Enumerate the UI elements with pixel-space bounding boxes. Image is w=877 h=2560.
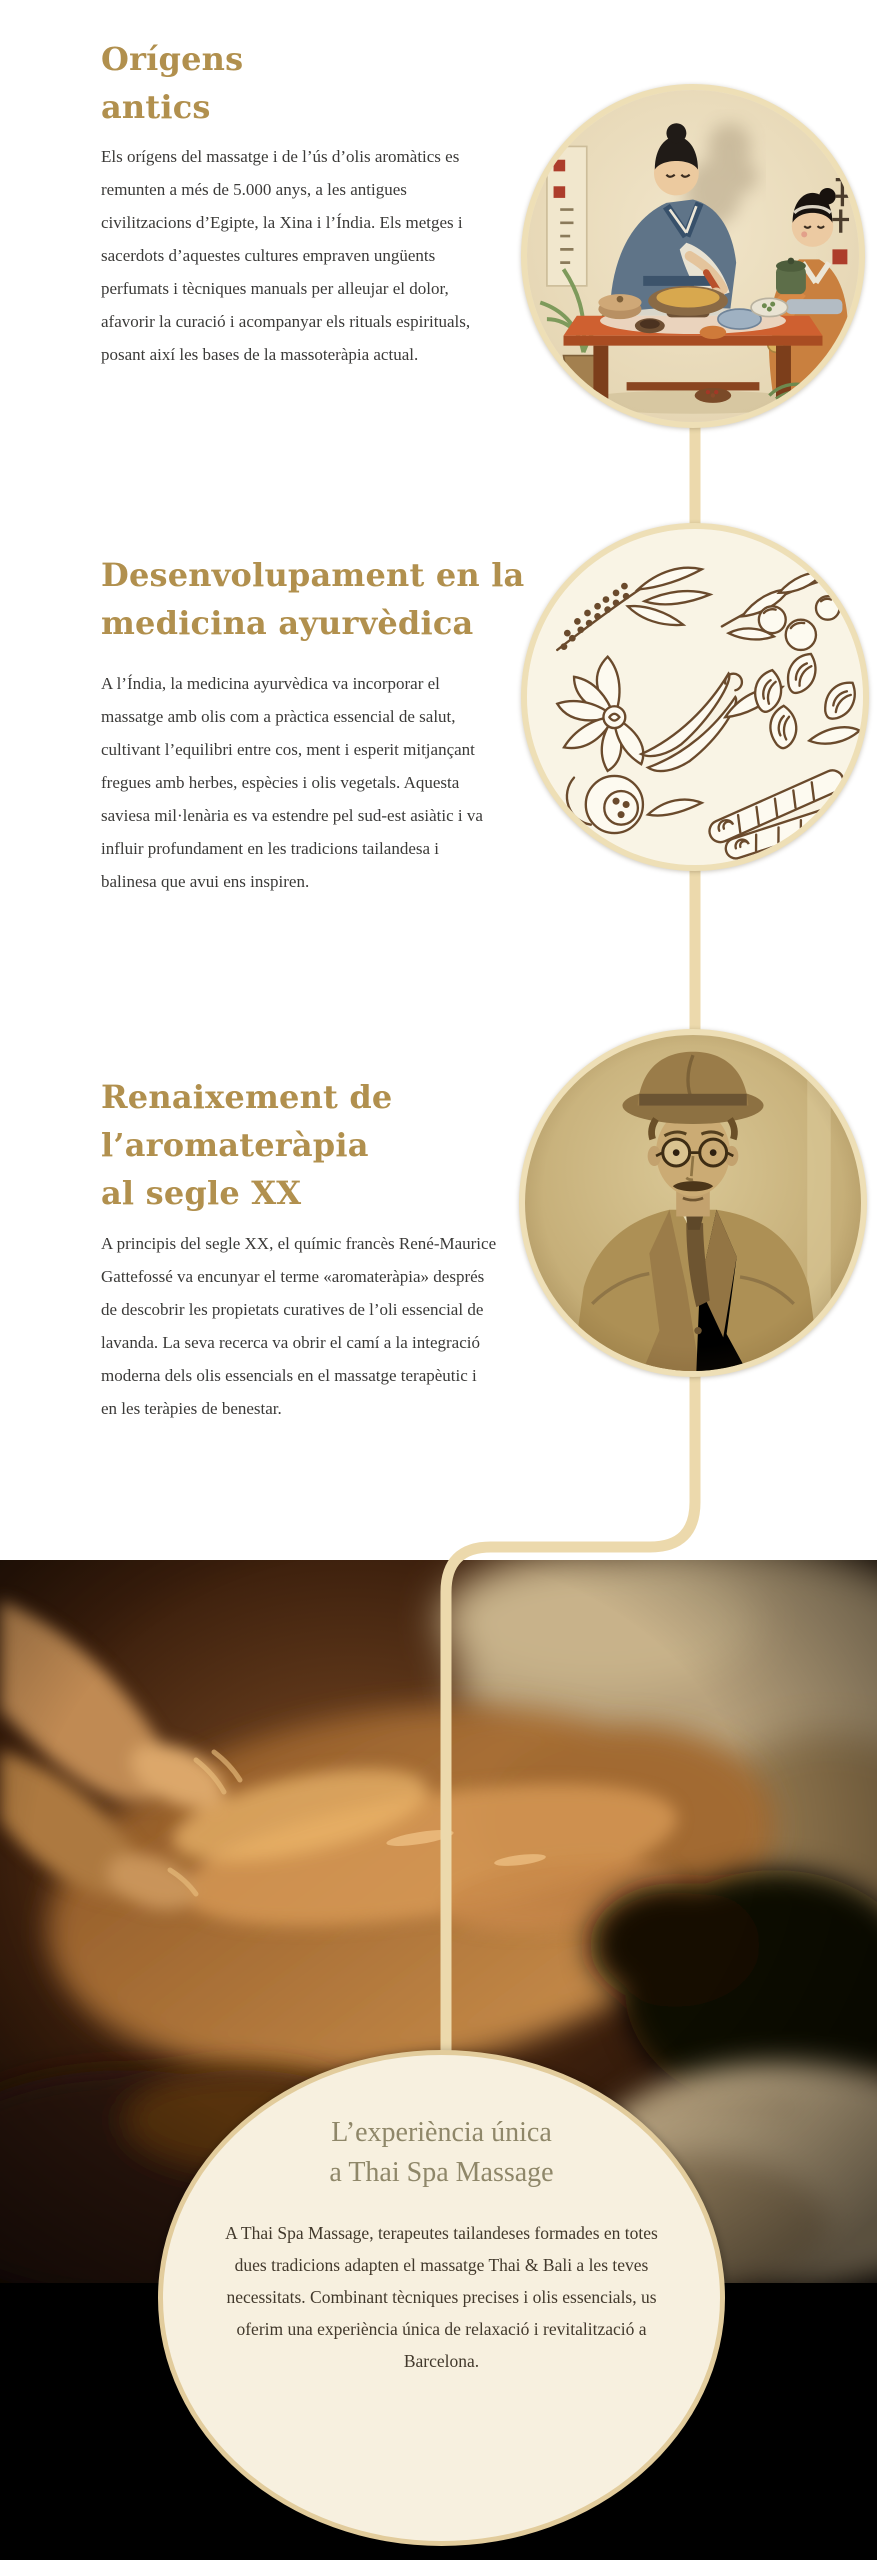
heading-line: medicina ayurvèdica [101, 603, 474, 642]
card-title [163, 2113, 720, 2193]
section-heading-medicina-ayurvedica [101, 551, 524, 647]
heading-line: antics [101, 87, 211, 126]
heading-line: Renaixement de [101, 1077, 393, 1116]
section-paragraph-aromaterapia: A principis del segle XX, el químic francès René-Maurice Gattefossé va encunyar el terme «aromateràpia» després de descobrir les propietats curatives de l’oli essencial de lavanda. La seva recerca va obrir el camí a la integració moderna dels olis essencials en el massatge terapèutic i en les teràpies de benestar. [101, 1234, 497, 1418]
chinese-medicine-illustration [527, 90, 859, 422]
section-heading-origens-antics [101, 35, 243, 131]
section-heading-aromaterapia [101, 1073, 393, 1217]
section-paragraph-ayurveda: A l’Índia, la medicina ayurvèdica va incorporar el massatge amb olis com a pràctica essencial de salut, cultivant l’equilibri entre cos, ment i esperit mitjançant fregues amb herbes, espècies i olis vegetals. Aquesta saviesa mil·lenària es va estendre pel sud-est asiàtic i va influir profundament en les tradicions tailandesa i balinesa que avui ens inspiren. [101, 674, 483, 891]
heading-line: l’aromateràpia [101, 1125, 369, 1164]
card-title-line: L’experiència única [331, 2117, 552, 2148]
timeline-image-chinese-medicine [521, 84, 865, 428]
card-body-text: A Thai Spa Massage, terapeutes tailandeses formades en totes dues tradicions adapten el massatge Thai & Bali a les teves necessitats. Combinant tècniques precises i olis essencials, us oferim una experiència única de relaxació i revitalització a Barcelona. [225, 2223, 658, 2371]
heading-line: Orígens [101, 39, 244, 78]
experience-card [158, 2050, 725, 2546]
botanical-engraving-illustration [527, 529, 863, 865]
heading-line: Desenvolupament en la [101, 555, 525, 594]
heading-line: al segle XX [101, 1173, 302, 1212]
timeline-image-botanicals [521, 523, 869, 871]
timeline-image-vintage-portrait [519, 1029, 867, 1377]
vintage-portrait-illustration [525, 1035, 861, 1371]
section-paragraph-origens: Els orígens del massatge i de l’ús d’olis aromàtics es remunten a més de 5.000 anys, a les antigues civilitzacions d’Egipte, la Xina i l’Índia. Els metges i sacerdots d’aquestes cultures empraven ungüents perfumats i tècniques manuals per alleujar el dolor, afavorir la curació i acompanyar els rituals espirituals, posant així les bases de la massoteràpia actual. [101, 147, 471, 364]
card-title-line: a Thai Spa Massage [329, 2157, 554, 2188]
